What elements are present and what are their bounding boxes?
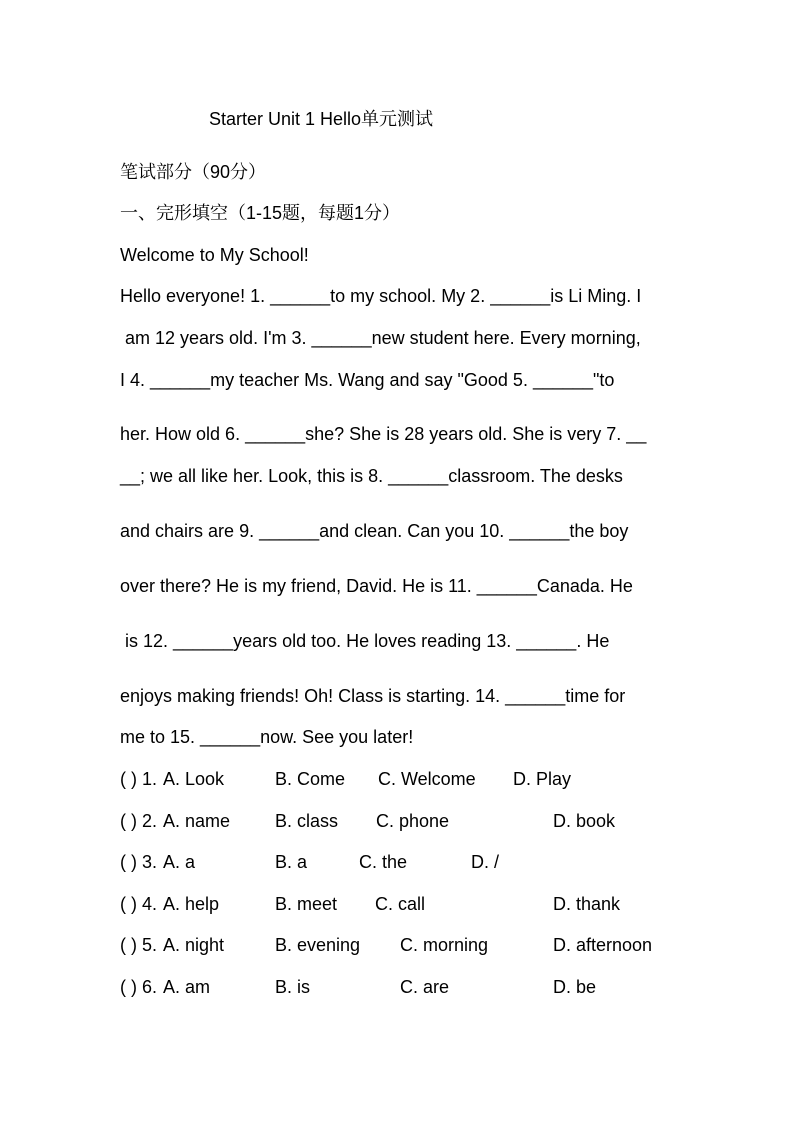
- question-row-5: [0, 934, 794, 956]
- question-number: ( ) 2.: [120, 811, 158, 831]
- option-a: A. name: [163, 811, 231, 831]
- passage-line: __; we all like her. Look, this is 8. ______classroom. The desks: [120, 466, 623, 486]
- passage-line: and chairs are 9. ______and clean. Can you 10. ______the boy: [120, 521, 629, 541]
- question-number: ( ) 1.: [120, 769, 158, 789]
- option-d: D. book: [553, 811, 616, 831]
- section-heading: 笔试部分（90分）: [120, 162, 267, 182]
- option-b: B. a: [275, 852, 308, 872]
- passage-title: Welcome to My School!: [120, 245, 309, 265]
- option-c: C. Welcome: [378, 769, 476, 789]
- passage-line: is 12. ______years old too. He loves reading 13. ______. He: [125, 631, 610, 651]
- passage-line: Hello everyone! 1. ______to my school. My 2. ______is Li Ming. I: [120, 286, 642, 306]
- page-title: Starter Unit 1 Hello单元测试: [209, 109, 434, 129]
- question-number: ( ) 4.: [120, 894, 158, 914]
- option-a: A. a: [163, 852, 196, 872]
- passage-line: over there? He is my friend, David. He is 11. ______Canada. He: [120, 576, 633, 596]
- question-number: ( ) 5.: [120, 935, 158, 955]
- question-number: ( ) 3.: [120, 852, 158, 872]
- option-b: B. evening: [275, 935, 361, 955]
- instruction-heading: 一、完形填空（1-15题，每题1分）: [120, 203, 401, 223]
- option-a: A. Look: [163, 769, 225, 789]
- option-a: A. night: [163, 935, 225, 955]
- question-number: ( ) 6.: [120, 977, 158, 997]
- option-c: C. call: [375, 894, 426, 914]
- question-row-3: [0, 851, 794, 873]
- option-b: B. class: [275, 811, 339, 831]
- option-d: D. thank: [553, 894, 621, 914]
- option-d: D. afternoon: [553, 935, 653, 955]
- option-c: C. phone: [376, 811, 450, 831]
- passage-line: her. How old 6. ______she? She is 28 years old. She is very 7. __: [120, 424, 647, 444]
- option-d: D. /: [471, 852, 500, 872]
- passage-line: I 4. ______my teacher Ms. Wang and say "Good 5. ______"to: [120, 370, 615, 390]
- question-row-2: [0, 810, 794, 832]
- passage-line: me to 15. ______now. See you later!: [120, 727, 414, 747]
- passage-line: enjoys making friends! Oh! Class is starting. 14. ______time for: [120, 686, 626, 706]
- option-c: C. morning: [400, 935, 489, 955]
- question-row-6: [0, 976, 794, 998]
- question-row-4: [0, 893, 794, 915]
- option-c: C. the: [359, 852, 408, 872]
- option-a: A. help: [163, 894, 220, 914]
- option-b: B. Come: [275, 769, 346, 789]
- option-a: A. am: [163, 977, 211, 997]
- option-b: B. is: [275, 977, 311, 997]
- option-d: D. Play: [513, 769, 572, 789]
- question-row-1: [0, 768, 794, 790]
- option-c: C. are: [400, 977, 450, 997]
- passage-line: am 12 years old. I'm 3. ______new student here. Every morning,: [125, 328, 641, 348]
- option-d: D. be: [553, 977, 597, 997]
- option-b: B. meet: [275, 894, 338, 914]
